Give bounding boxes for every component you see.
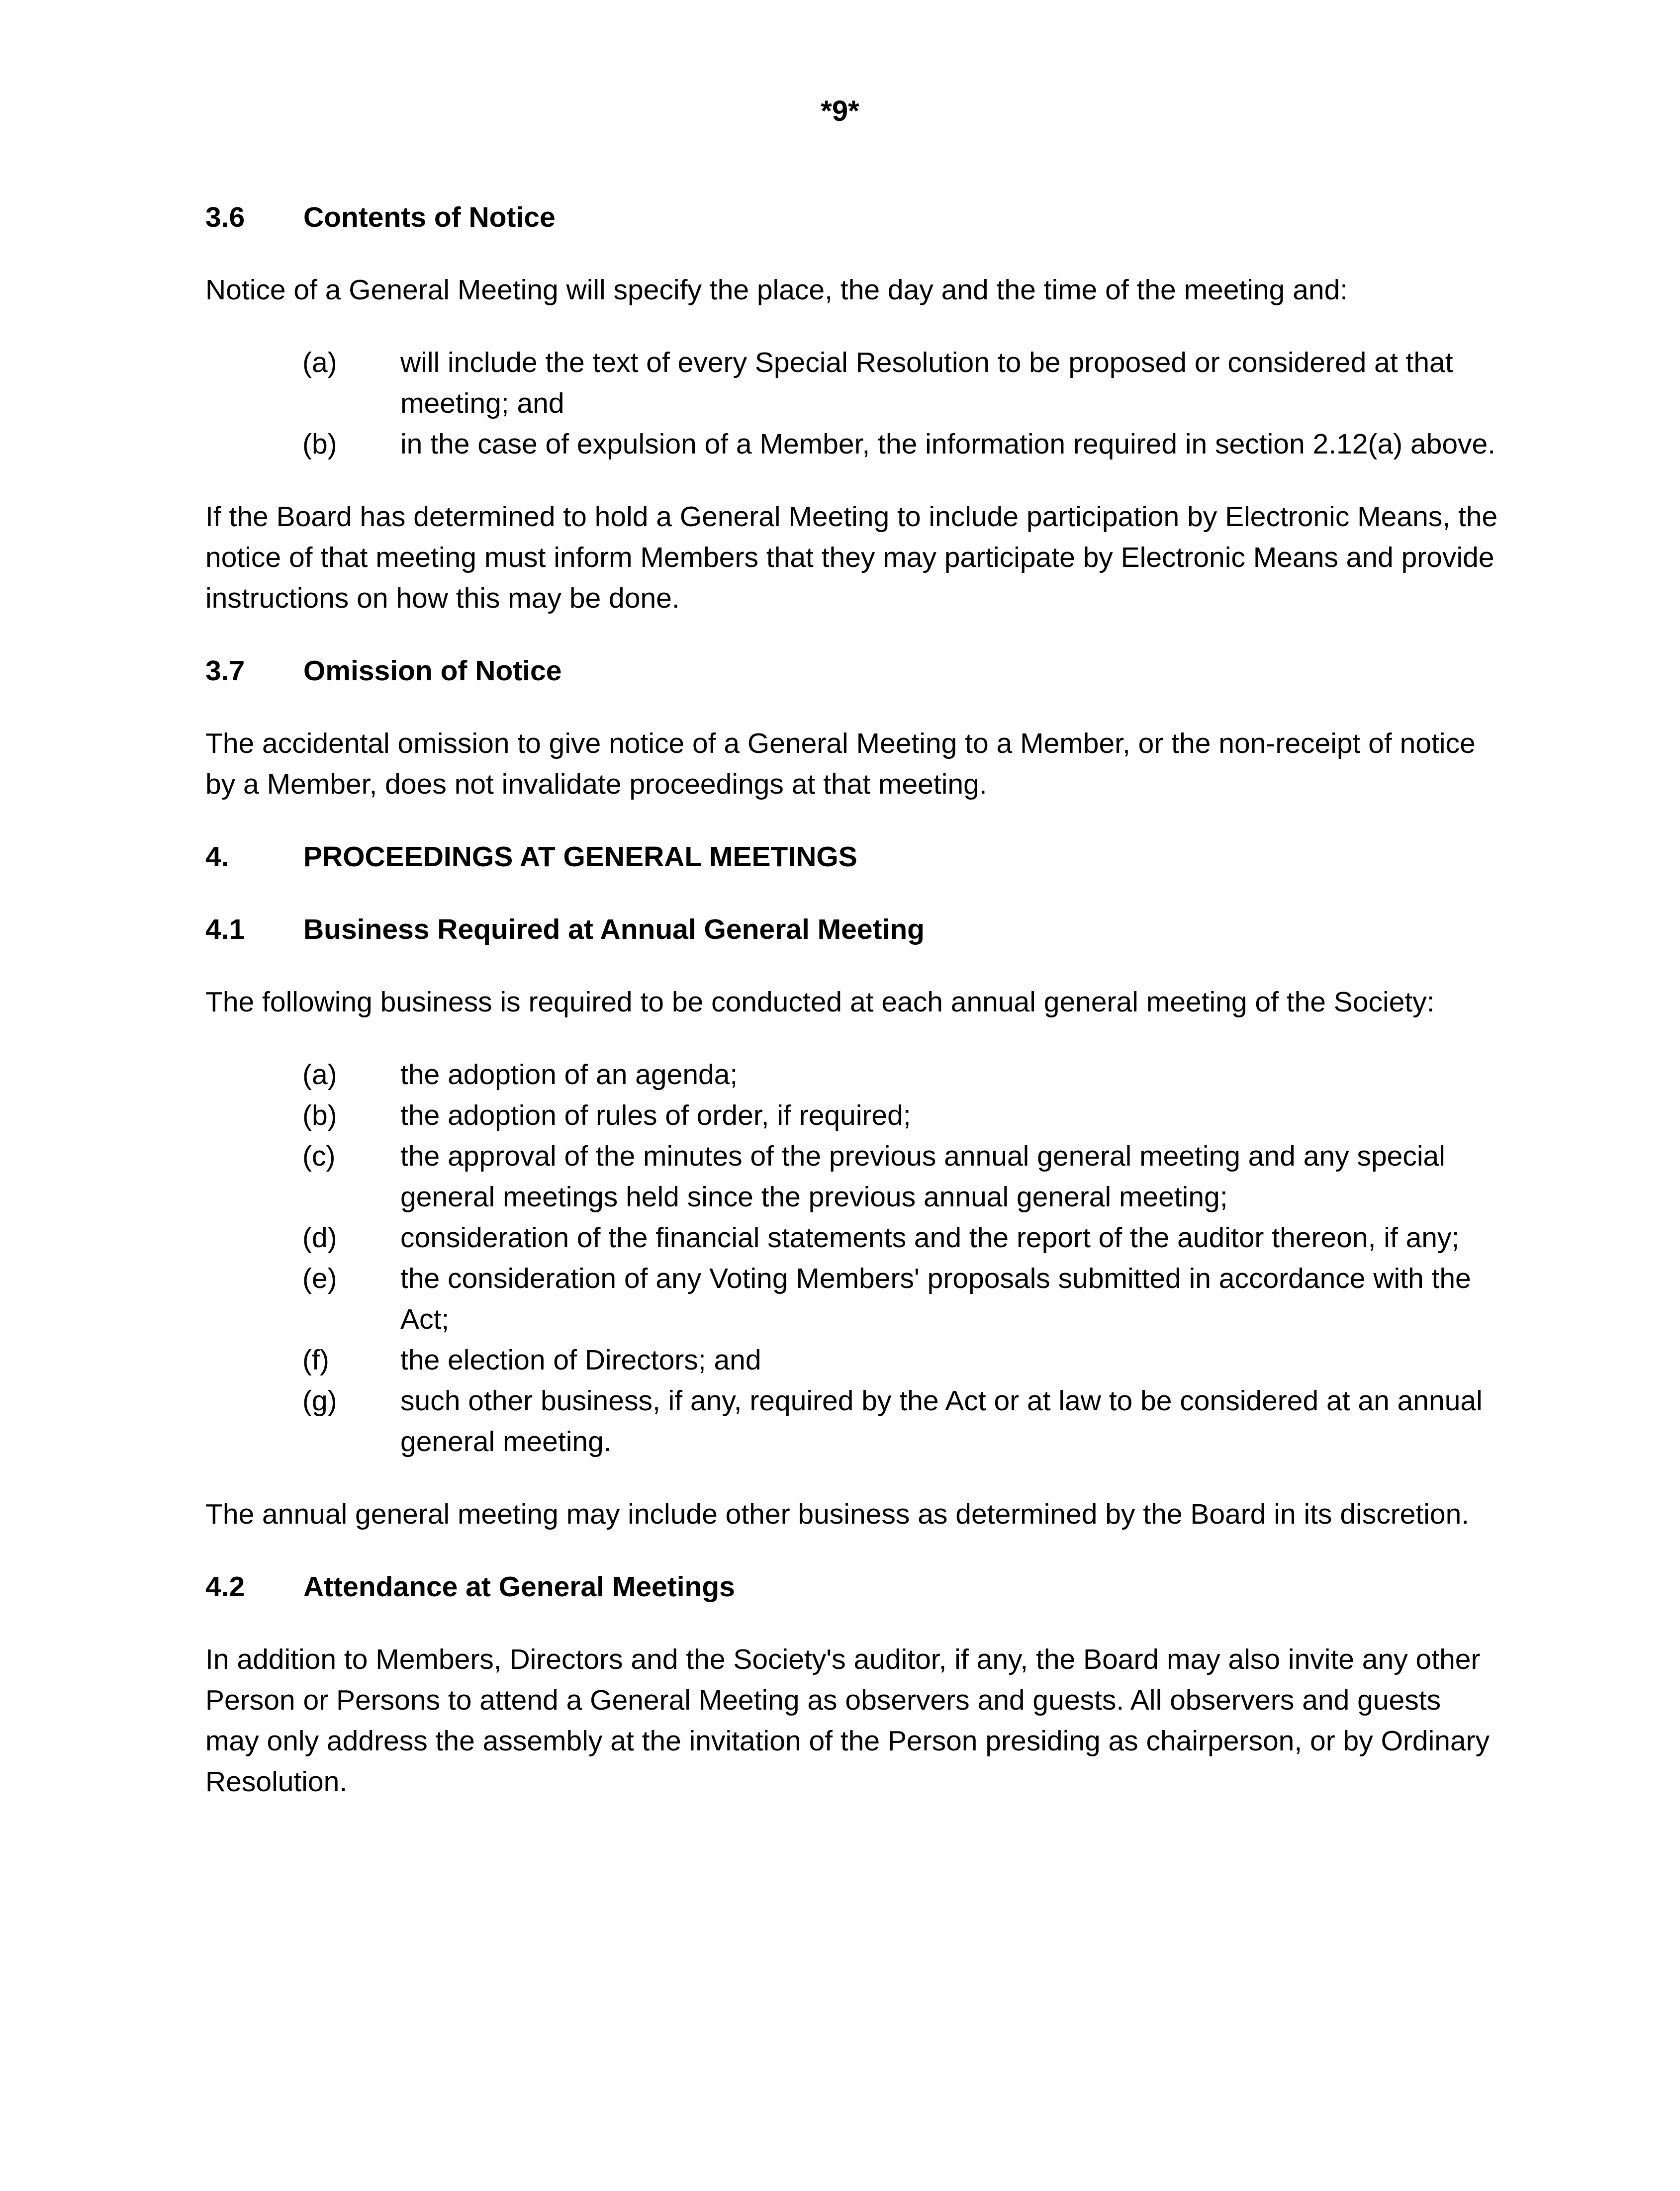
list-item-text: such other business, if any, required by the Act or at law to be considered at an annual general meeting. bbox=[400, 1385, 1483, 1458]
list-item-text: the consideration of any Voting Members' proposals submitted in accordance with the Act; bbox=[400, 1263, 1471, 1335]
list-item bbox=[302, 1136, 1498, 1217]
section-title: Contents of Notice bbox=[303, 201, 556, 233]
section-heading-4-2 bbox=[205, 1566, 1498, 1607]
section-3-6-outro: If the Board has determined to hold a General Meeting to include participation by Electronic Means, the notice of that meeting must inform Members that they may participate by Electronic Means and provide instructions on how this may be done. bbox=[205, 501, 1498, 614]
section-heading-3-6 bbox=[205, 197, 1498, 238]
list-item bbox=[302, 1258, 1498, 1340]
section-3-6-list bbox=[205, 342, 1498, 464]
list-marker: (e) bbox=[302, 1263, 337, 1294]
section-4-1-outro: The annual general meeting may include other business as determined by the Board in its discretion. bbox=[205, 1498, 1470, 1530]
section-title: Omission of Notice bbox=[303, 655, 562, 687]
section-number: 4.2 bbox=[205, 1571, 245, 1603]
list-item bbox=[302, 1380, 1498, 1462]
list-item-text: consideration of the financial statements and the report of the auditor thereon, if any; bbox=[400, 1222, 1460, 1254]
list-item bbox=[302, 1095, 1498, 1136]
section-number: 3.6 bbox=[205, 201, 245, 233]
list-item bbox=[302, 1054, 1498, 1095]
list-marker: (b) bbox=[302, 428, 337, 460]
list-item-text: the approval of the minutes of the previous annual general meeting and any special general meetings held since the previous annual general meeting; bbox=[400, 1140, 1445, 1213]
section-heading-3-7 bbox=[205, 650, 1498, 691]
list-marker: (f) bbox=[302, 1344, 329, 1376]
list-marker: (a) bbox=[302, 1059, 337, 1091]
section-number: 4. bbox=[205, 841, 229, 873]
list-item bbox=[302, 1340, 1498, 1380]
section-title: Attendance at General Meetings bbox=[303, 1571, 735, 1603]
list-marker: (a) bbox=[302, 347, 337, 378]
list-item-text: in the case of expulsion of a Member, the information required in section 2.12(a) above. bbox=[400, 428, 1496, 460]
document-body bbox=[205, 197, 1498, 1802]
section-4-1-list bbox=[205, 1054, 1498, 1462]
section-number: 3.7 bbox=[205, 655, 245, 687]
section-heading-4 bbox=[205, 836, 1498, 877]
list-marker: (c) bbox=[302, 1140, 336, 1172]
list-item bbox=[302, 342, 1498, 424]
list-item-text: the adoption of rules of order, if required; bbox=[400, 1099, 911, 1131]
section-4-2-body: In addition to Members, Directors and the Society's auditor, if any, the Board may also invite any other Person or Persons to attend a General Meeting as observers and guests. All observers and guests may only address the assembly at the invitation of the Person presiding as chairperson, or by Ordinary Resolution. bbox=[205, 1643, 1490, 1798]
list-marker: (b) bbox=[302, 1099, 337, 1131]
section-title: Business Required at Annual General Meeting bbox=[303, 913, 925, 945]
section-4-1-intro: The following business is required to be conducted at each annual general meeting of the Society: bbox=[205, 986, 1435, 1018]
section-3-6-intro: Notice of a General Meeting will specify the place, the day and the time of the meeting and: bbox=[205, 274, 1348, 306]
list-marker: (g) bbox=[302, 1385, 337, 1417]
section-number: 4.1 bbox=[205, 913, 245, 945]
list-item-text: the election of Directors; and bbox=[400, 1344, 761, 1376]
page-number: *9* bbox=[821, 95, 859, 127]
section-title: PROCEEDINGS AT GENERAL MEETINGS bbox=[303, 841, 857, 873]
list-marker: (d) bbox=[302, 1222, 337, 1254]
section-3-7-body: The accidental omission to give notice of a General Meeting to a Member, or the non-receipt of notice by a Member, does not invalidate proceedings at that meeting. bbox=[205, 728, 1476, 800]
section-heading-4-1 bbox=[205, 909, 1498, 950]
list-item bbox=[302, 424, 1498, 464]
list-item bbox=[302, 1217, 1498, 1258]
list-item-text: will include the text of every Special Resolution to be proposed or considered at that meeting; and bbox=[400, 347, 1453, 419]
list-item-text: the adoption of an agenda; bbox=[400, 1059, 738, 1091]
